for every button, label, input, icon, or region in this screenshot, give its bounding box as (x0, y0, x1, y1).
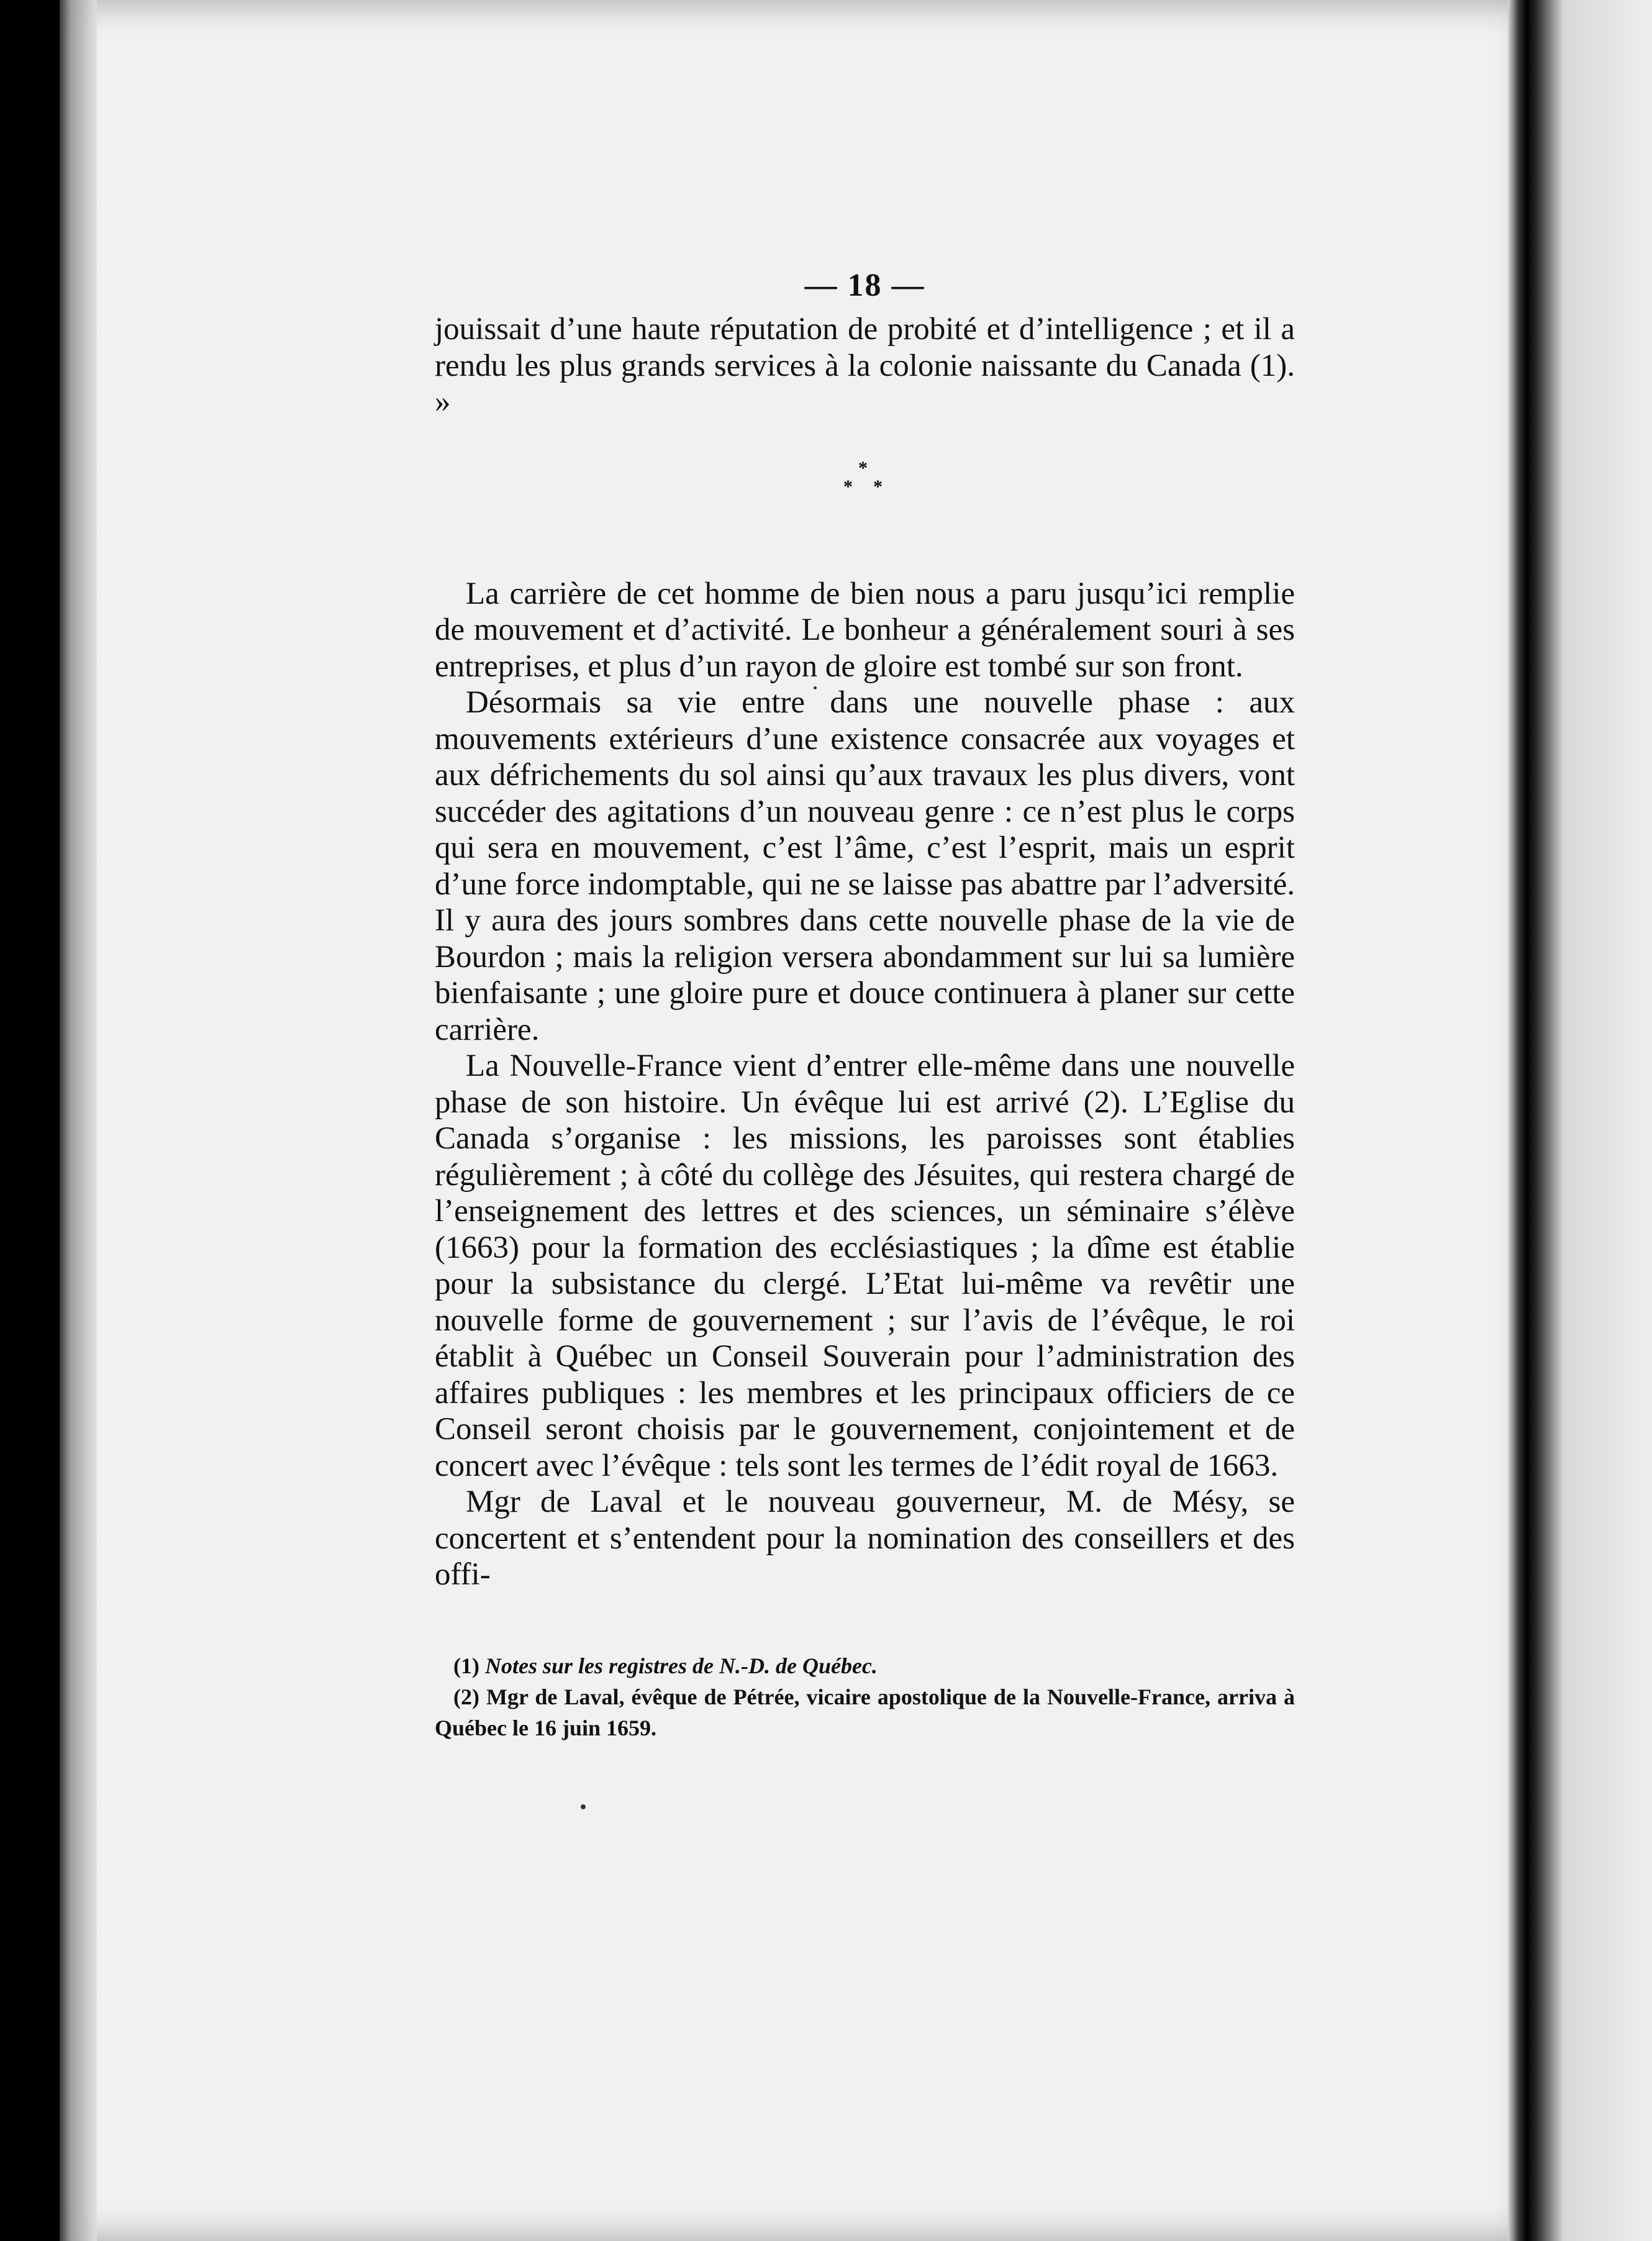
section-break-asterism (435, 458, 1295, 563)
adjacent-page-edge (1534, 0, 1652, 2241)
asterism-star: * (843, 476, 853, 497)
footnote-marker: (1) (453, 1653, 479, 1678)
page-left-edge-shadow (60, 0, 97, 2241)
footnote-marker: (2) (453, 1684, 479, 1709)
footnote-1 (435, 1650, 1295, 1681)
paragraph-continuation: jouissait d’une haute réputation de probité et d’intelligence ; et il a rendu les plus grands services à la colonie naissante du Canada (1). » (435, 312, 1295, 419)
footnotes (435, 1650, 1295, 1743)
paragraph: La carrière de cet homme de bien nous a paru jusqu’ici remplie de mouvement et d’activité. Le bonheur a généralement souri à ses entreprises, et plus d’un rayon de gloire est tombé sur son front. (435, 576, 1295, 684)
paragraph: La Nouvelle-France vient d’entrer elle-même dans une nouvelle phase de son histoire. Un évêque lui est arrivé (2). L’Eglise du Canada s’organise : les missions, les paroisses sont établies régulièrement ; à côté du collège des Jésuites, qui restera chargé de l’enseignement des lettres et des sciences, un séminaire s’élève (1663) pour la formation des ecclésiastiques ; la dîme est établie pour la subsistance du clergé. L’Etat lui-même va revêtir une nouvelle forme de gouvernement ; sur l’avis de l’évêque, le roi établit à Québec un Conseil Souverain pour l’administration des affaires publiques : les membres et les principaux officiers de ce Conseil seront choisis par le gouvernement, conjointement et de concert avec l’évêque : tels sont les termes de l’édit royal de 1663. (435, 1048, 1295, 1483)
dust-speck (581, 1804, 586, 1809)
page-number: — 18 — (804, 268, 925, 303)
paragraph: Mgr de Laval et le nouveau gouverneur, M. de Mésy, se concertent et s’entendent pour la nomination des conseillers et des offi- (435, 1484, 1295, 1592)
asterism-star: * (873, 476, 883, 497)
asterism-star: * (858, 457, 868, 478)
footnote-text: Notes sur les registres de N.-D. de Québec. (484, 1653, 878, 1678)
book-spine-shadow (1508, 0, 1535, 2241)
footnote-text: Mgr de Laval, évêque de Pétrée, vicaire apostolique de la Nouvelle-France, arriva à Québec le 16 juin 1659. (435, 1684, 1295, 1740)
paragraph: Désormais sa vie entre dans une nouvelle phase : aux mouvements extérieurs d’une existence consacrée aux voyages et aux défrichements du sol ainsi qu’aux travaux les plus divers, vont succéder des agitations d’un nouveau genre : ce n’est plus le corps qui sera en mouvement, c’est l’âme, c’est l’esprit, mais un esprit d’une force indomptable, qui ne se laisse pas abattre par l’adversité. Il y aura des jours sombres dans cette nouvelle phase de la vie de Bourdon ; mais la religion versera abondamment sur lui sa lumière bienfaisante ; une gloire pure et douce continuera à planer sur cette carrière. (435, 685, 1295, 1047)
page-content (435, 267, 1295, 1743)
footnote-2 (435, 1681, 1295, 1743)
